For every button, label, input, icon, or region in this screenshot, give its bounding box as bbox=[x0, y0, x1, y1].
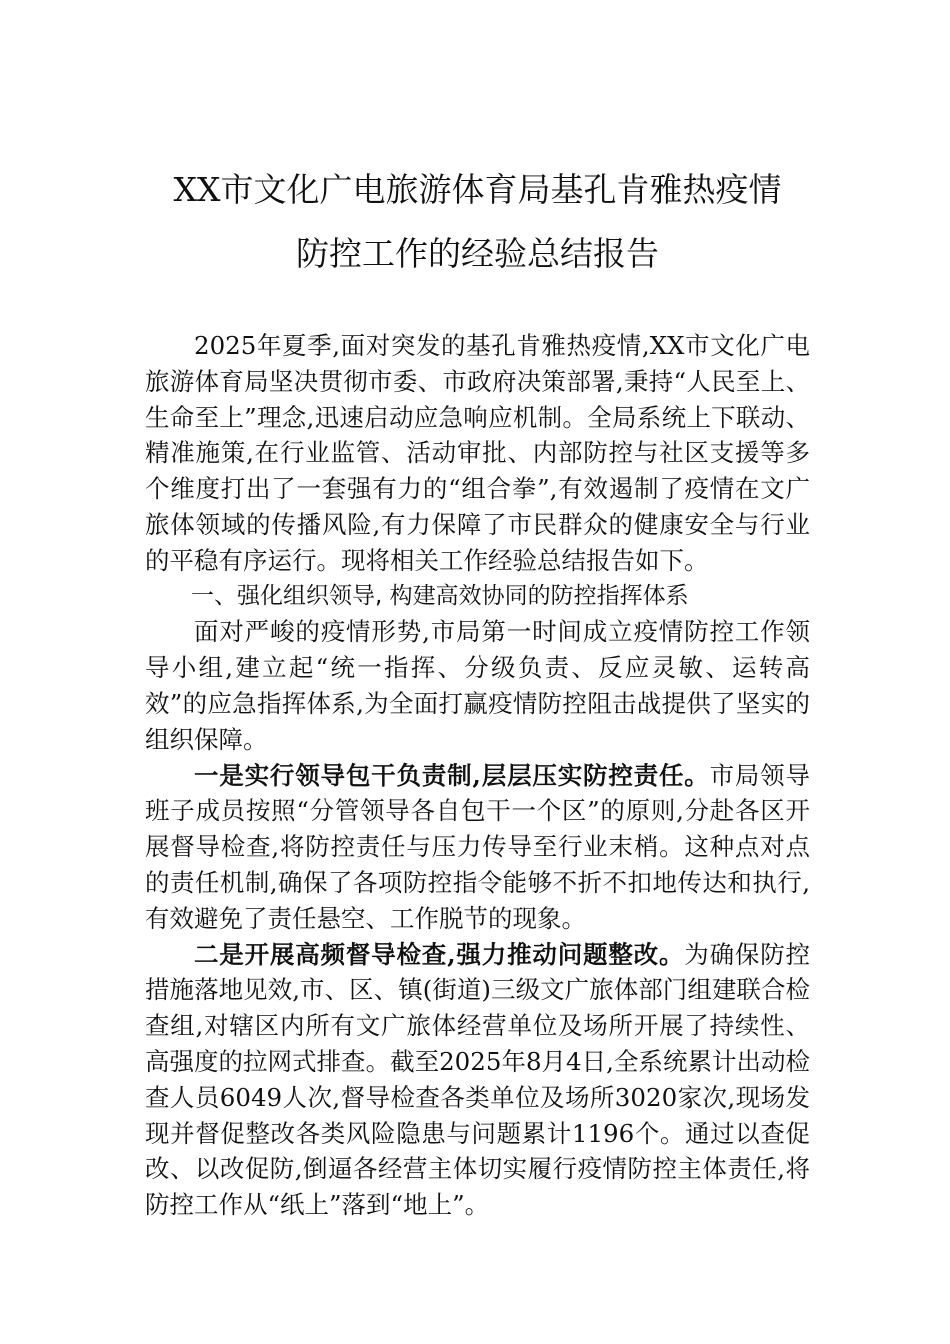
point-2-text: 为确保防控措施落地见效,市、区、镇(街道)三级文广旅体部门组建联合检查组,对辖区内所有文广旅体经营单位及场所开展了持续性、高强度的拉网式排查。截至2025年8月4日,全系统累计出动检查人员6049人次,督导检查各类单位及场所3020家次,现场发现并督促整改各类风险隐患与问题累计1196个。通过以查促改、以改促防,倒逼各经营主体切实履行疫情防控主体责任,将防控工作从“纸上”落到“地上”。 bbox=[145, 939, 811, 1220]
section-heading-1: 一、强化组织领导, 构建高效协同的防控指挥体系 bbox=[191, 582, 689, 609]
title-line-1: XX市文化广电旅游体育局基孔肯雅热疫情 bbox=[173, 170, 782, 209]
point-1-text: 市局领导班子成员按照“分管领导各自包干一个区”的原则,分赴各区开展督导检查,将防控责任与压力传导至行业末梢。这种点对点的责任机制,确保了各项防控指令能够不折不扣地传达和执行,有效避免了责任悬空、工作脱节的现象。 bbox=[145, 760, 810, 933]
point-2-lead: 二是开展高频督导检查,强力推动问题整改。 bbox=[194, 939, 685, 969]
point-2-paragraph bbox=[145, 937, 810, 1223]
document-page bbox=[145, 158, 810, 1223]
intro-paragraph: 2025年夏季,面对突发的基孔肯雅热疫情,XX市文化广电旅游体育局坚决贯彻市委、市政府决策部署,秉持“人民至上、生命至上”理念,迅速启动应急响应机制。全局系统上下联动、精准施策,在行业监管、活动审批、内部防控与社区支援等多个维度打出了一套强有力的“组合拳”,有效遏制了疫情在文广旅体领域的传播风险,有力保障了市民群众的健康安全与行业的平稳有序运行。现将相关工作经验总结报告如下。 bbox=[145, 331, 810, 575]
document-title bbox=[145, 158, 810, 286]
point-1-paragraph bbox=[145, 758, 810, 937]
section-1-intro-paragraph: 面对严峻的疫情形势,市局第一时间成立疫情防控工作领导小组,建立起“统一指挥、分级负责、反应灵敏、运转高效”的应急指挥体系,为全面打赢疫情防控阻击战提供了坚实的组织保障。 bbox=[145, 617, 810, 754]
point-1-lead: 一是实行领导包干负责制,层层压实防控责任。 bbox=[194, 760, 710, 790]
title-line-2: 防控工作的经验总结报告 bbox=[296, 234, 659, 273]
document-body bbox=[145, 328, 810, 1223]
